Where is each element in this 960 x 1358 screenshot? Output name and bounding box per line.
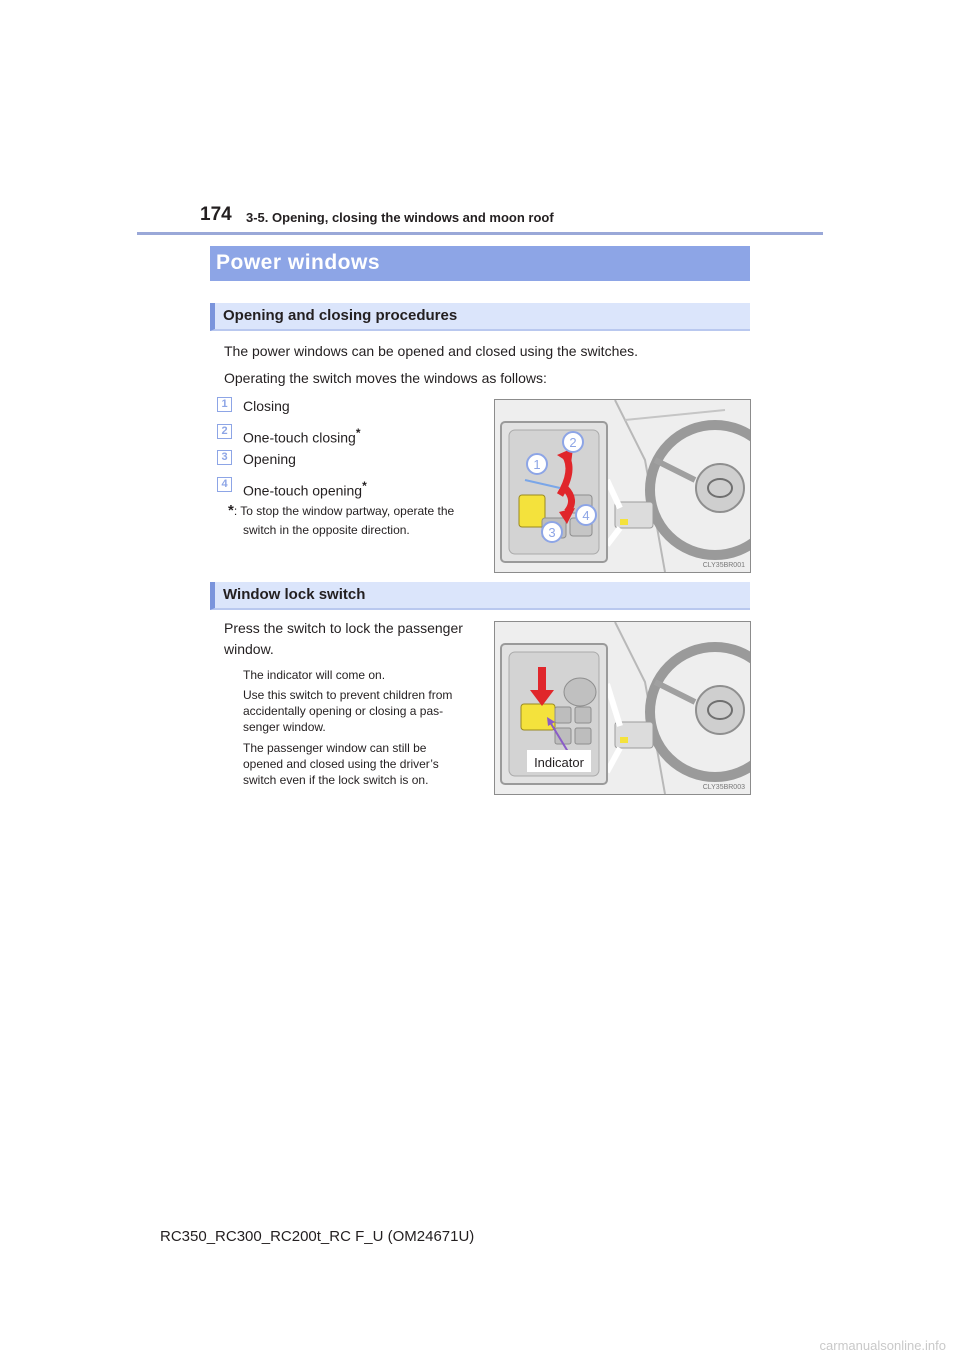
note-driver-switch-2: opened and closed using the driver’s bbox=[243, 757, 439, 771]
list-number-badge: 4 bbox=[217, 477, 232, 492]
note-driver-switch: The passenger window can still be bbox=[243, 741, 427, 755]
page-number: 174 bbox=[200, 204, 232, 225]
list-number-badge: 2 bbox=[217, 424, 232, 439]
list-item-label: Opening bbox=[243, 451, 296, 467]
indicator-label: Indicator bbox=[534, 755, 584, 770]
note-children-3: senger window. bbox=[243, 720, 326, 734]
section-heading-opening-text: Opening and closing procedures bbox=[223, 307, 458, 324]
asterisk-mark: * bbox=[355, 426, 361, 440]
list-item-label: One-touch opening bbox=[243, 482, 363, 499]
list-number-badge: 3 bbox=[217, 450, 232, 465]
callout-1: 1 bbox=[533, 457, 541, 472]
footnote bbox=[228, 503, 454, 519]
asterisk-mark: * bbox=[362, 479, 367, 493]
section-heading-lock bbox=[210, 582, 750, 610]
window-switch-illustration bbox=[495, 400, 750, 572]
note-children: Use this switch to prevent children from bbox=[243, 688, 453, 702]
list-number-badge: 1 bbox=[217, 397, 232, 412]
intro-paragraph: The power windows can be opened and closed using the switches. bbox=[224, 343, 639, 359]
window-switch-figure bbox=[494, 399, 751, 573]
list-item-label: Closing bbox=[243, 398, 290, 414]
note-driver-switch-3: switch even if the lock switch is on. bbox=[243, 773, 429, 787]
list-item-text bbox=[243, 423, 361, 448]
watermark: carmanualsonline.info bbox=[819, 1338, 946, 1353]
page-title-bar bbox=[210, 246, 750, 281]
lock-switch-figure bbox=[494, 621, 751, 795]
page-footer: RC350_RC300_RC200t_RC F_U (OM24671U) bbox=[160, 1228, 475, 1245]
footnote-text-2: switch in the opposite direction. bbox=[243, 523, 410, 537]
callout-4: 4 bbox=[582, 508, 590, 523]
footnote-mark: * bbox=[228, 502, 234, 519]
page-title: Power windows bbox=[216, 251, 381, 274]
list-item-label: One-touch closing bbox=[243, 429, 356, 446]
callout-2: 2 bbox=[569, 435, 577, 450]
figure-code: CLY35BR003 bbox=[702, 784, 745, 791]
header-rule bbox=[137, 232, 823, 235]
section-heading-opening bbox=[210, 303, 750, 331]
section-header: 3-5. Opening, closing the windows and moon roof bbox=[246, 210, 554, 225]
note-indicator: The indicator will come on. bbox=[243, 668, 386, 682]
lock-switch-illustration bbox=[495, 622, 750, 794]
intro-paragraph-2: Operating the switch moves the windows as follows: bbox=[224, 370, 547, 386]
lock-paragraph: Press the switch to lock the passenger bbox=[224, 620, 463, 636]
list-item-text bbox=[243, 476, 367, 501]
figure-code: CLY35BR001 bbox=[702, 562, 745, 569]
section-heading-lock-text: Window lock switch bbox=[223, 586, 366, 603]
lock-paragraph-2: window. bbox=[224, 641, 274, 657]
footnote-text: : To stop the window partway, operate the bbox=[233, 504, 455, 518]
callout-3: 3 bbox=[548, 525, 556, 540]
note-children-2: accidentally opening or closing a pas- bbox=[243, 704, 444, 718]
